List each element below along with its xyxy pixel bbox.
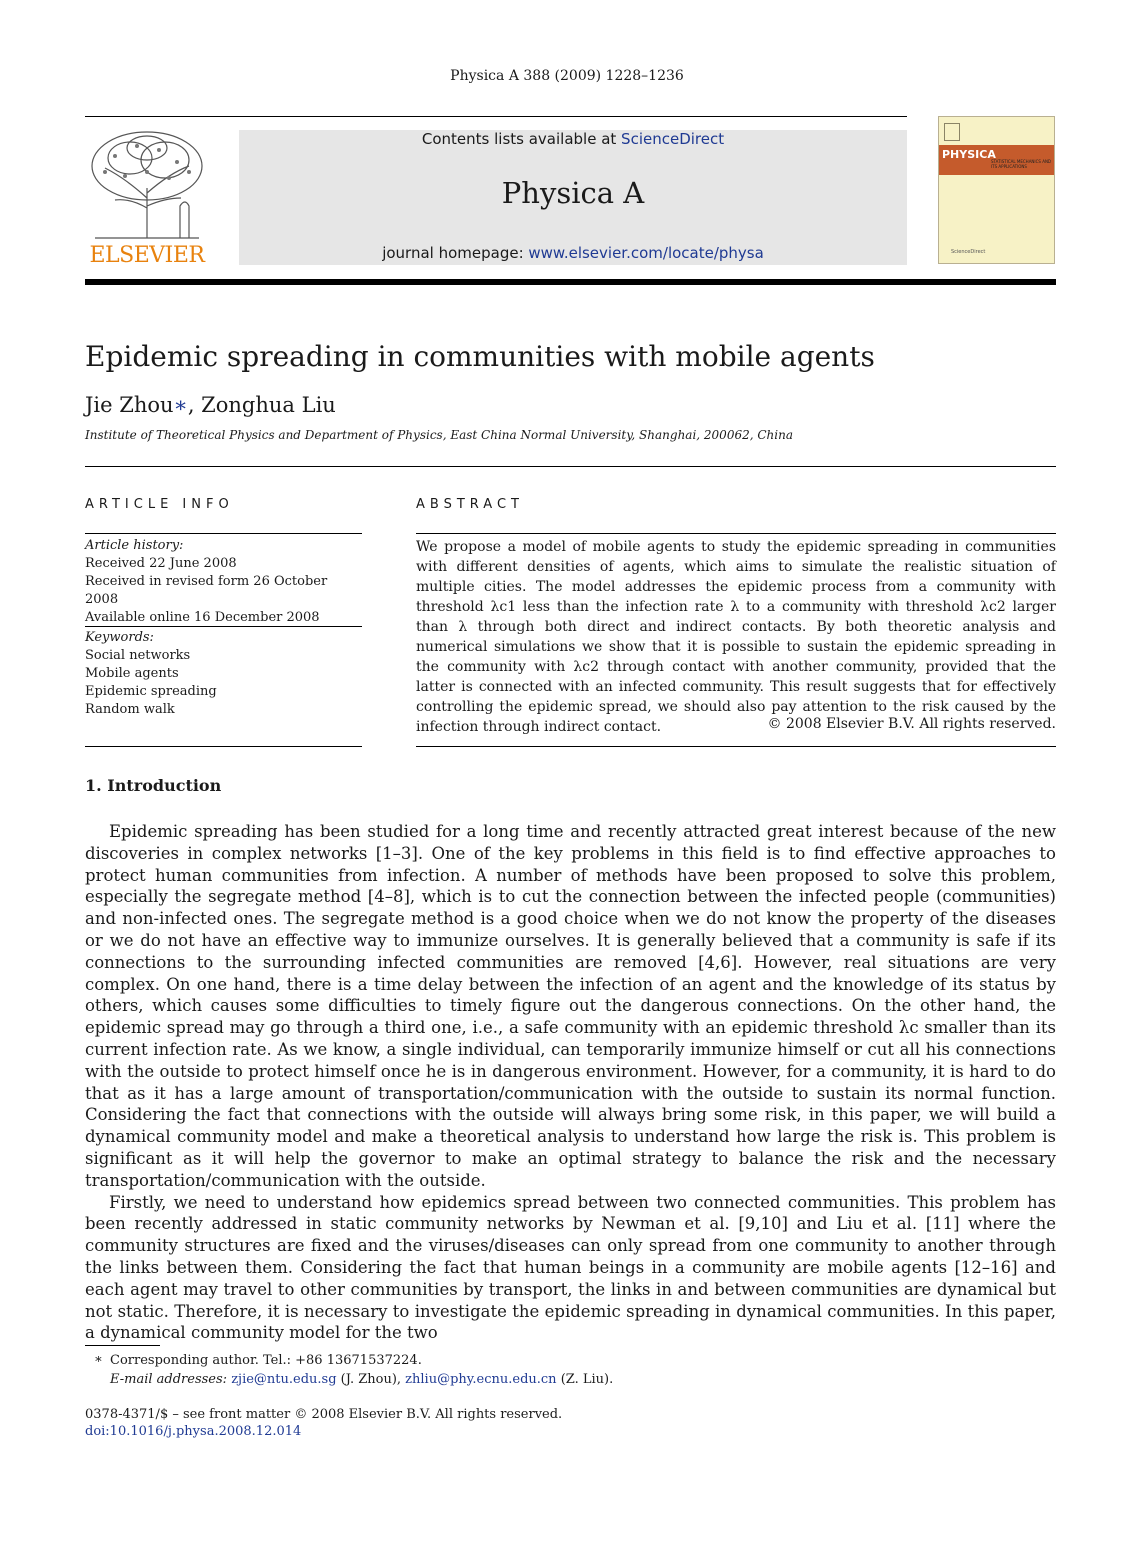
keywords-rule bbox=[85, 626, 362, 627]
cover-footer: ScienceDirect bbox=[951, 249, 986, 255]
abstract-heading: ABSTRACT bbox=[416, 497, 524, 512]
header-thick-rule bbox=[85, 279, 1056, 285]
introduction-body bbox=[85, 821, 1056, 1344]
abstract-copyright: © 2008 Elsevier B.V. All rights reserved. bbox=[767, 716, 1056, 732]
journal-name: Physica A bbox=[501, 176, 645, 210]
footnote-marker: ∗ bbox=[94, 1352, 103, 1367]
elsevier-wordmark: ELSEVIER bbox=[89, 243, 205, 268]
sciencedirect-link[interactable]: ScienceDirect bbox=[621, 130, 725, 148]
article-info-heading: ARTICLE INFO bbox=[85, 497, 234, 512]
elsevier-tree-icon bbox=[85, 128, 209, 240]
footnote-rule bbox=[85, 1345, 160, 1346]
author-list: Jie Zhou∗, Zonghua Liu bbox=[85, 393, 336, 417]
history-item: Received 22 June 2008 bbox=[85, 556, 237, 571]
keyword-item: Social networks bbox=[85, 648, 191, 663]
header-rule bbox=[85, 116, 907, 117]
keywords-label: Keywords: bbox=[85, 630, 154, 645]
elsevier-logo bbox=[85, 128, 209, 268]
corresponding-author-note: Corresponding author. Tel.: +86 13671537224. bbox=[110, 1353, 422, 1368]
journal-citation: Physica A 388 (2009) 1228–1236 bbox=[450, 68, 684, 84]
journal-cover-thumbnail bbox=[938, 116, 1055, 264]
homepage-line: journal homepage: www.elsevier.com/locate/physa bbox=[382, 244, 764, 262]
keyword-item: Epidemic spreading bbox=[85, 684, 217, 699]
abstract-bottom-rule bbox=[416, 746, 1056, 747]
journal-homepage-link[interactable]: www.elsevier.com/locate/physa bbox=[528, 244, 764, 262]
keywords-block bbox=[85, 629, 362, 719]
title-divider bbox=[85, 466, 1056, 467]
cover-publisher-icon bbox=[944, 123, 960, 141]
paragraph: Epidemic spreading has been studied for a long time and recently attracted great interest because of the new discoveries in complex networks [1–3]. One of the key problems in this field is to find effective approaches to protect human communities from infection. A number of methods have been proposed to solve this problem, especially the segregate method [4–8], which is to cut the connection between the infected people (communities) and non-infected ones. The segregate method is a good choice when we do not know the property of the diseases or we do not have an effective way to immunize ourselves. It is generally believed that a community is safe if its connections to the surrounding infected communities are removed [4,6]. However, real situations are very complex. On one hand, there is a time delay between the infection of an agent and the knowledge of its status by others, which causes some difficulties to timely figure out the dangerous connections. On the other hand, the epidemic spread may go through a third one, i.e., a safe community with an epidemic threshold λc smaller than its current infection rate. As we know, a single individual, can temporarily immunize himself or cut all his connections with the outside to protect himself once he is in dangerous environment. However, for a community, it is hard to do that as it has a large amount of transportation/communication with the outside to sustain its normal function. Considering the fact that connections with the outside will always bring some risk, in this paper, we will build a dynamical community model and make a theoretical analysis to understand how large the risk is. This problem is significant as it will help the governor to make an optimal strategy to balance the risk and the necessary transportation/communication with the outside. bbox=[85, 822, 1056, 1190]
article-info-bottom-rule bbox=[85, 746, 362, 747]
paragraph: Firstly, we need to understand how epidemics spread between two connected communities. This problem has been recently addressed in static community networks by Newman et al. [9,10] and Liu et al. [11] where the community structures are fixed and the viruses/diseases can only spread from one community to another through the links between them. Considering the fact that human beings in a community are mobile agents [12–16] and each agent may travel to other communities by transport, the links in and between communities are dynamical but not static. Therefore, it is necessary to investigate the epidemic spreading in dynamical communities. In this paper, a dynamical community model for the two bbox=[85, 1192, 1056, 1343]
cover-subtitle: STATISTICAL MECHANICS AND ITS APPLICATIONS bbox=[991, 159, 1052, 169]
email-link[interactable]: zhliu@phy.ecnu.edu.cn bbox=[405, 1372, 557, 1387]
history-item: Received in revised form 26 October 2008 bbox=[85, 574, 328, 607]
journal-banner bbox=[239, 130, 907, 265]
email-link[interactable]: zjie@ntu.edu.sg bbox=[231, 1372, 337, 1387]
front-matter-note: 0378-4371/$ – see front matter © 2008 Elsevier B.V. All rights reserved. bbox=[85, 1407, 563, 1422]
article-title: Epidemic spreading in communities with mobile agents bbox=[85, 340, 875, 373]
cover-title: PHYSICA bbox=[942, 148, 996, 161]
affiliation: Institute of Theoretical Physics and Department of Physics, East China Normal University, Shanghai, 200062, China bbox=[85, 428, 793, 442]
author-name: Zonghua Liu bbox=[201, 393, 336, 417]
doi-link[interactable]: doi:10.1016/j.physa.2008.12.014 bbox=[85, 1424, 302, 1439]
corresponding-author-marker[interactable]: ∗ bbox=[173, 393, 188, 417]
article-info-rule bbox=[85, 533, 362, 534]
contents-line: Contents lists available at ScienceDirect bbox=[421, 130, 725, 148]
abstract-rule bbox=[416, 533, 1056, 534]
history-item: Available online 16 December 2008 bbox=[85, 610, 320, 625]
keyword-item: Mobile agents bbox=[85, 666, 179, 681]
article-history-label: Article history: bbox=[85, 538, 184, 553]
keyword-item: Random walk bbox=[85, 702, 175, 717]
abstract-text: We propose a model of mobile agents to study the epidemic spreading in communities with different densities of agents, which aims to simulate the realistic situation of multiple cities. The model addresses the epidemic process from a community with threshold λc1 less than the infection rate λ to a community with threshold λc2 larger than λ through both direct and indirect contacts. By both theoretic analysis and numerical simulations we show that it is possible to sustain the epidemic spreading in the community with λc2 through contact with another community, provided that the latter is connected with an infected community. This result suggests that for effectively controlling the epidemic spread, we should also pay attention to the risk caused by the infection through indirect contact. bbox=[416, 539, 1056, 735]
author-name: Jie Zhou bbox=[85, 393, 174, 417]
article-history bbox=[85, 537, 362, 627]
email-addresses: E-mail addresses: zjie@ntu.edu.sg (J. Zhou), zhliu@phy.ecnu.edu.cn (Z. Liu). bbox=[110, 1372, 614, 1387]
section-heading: 1. Introduction bbox=[85, 776, 222, 795]
